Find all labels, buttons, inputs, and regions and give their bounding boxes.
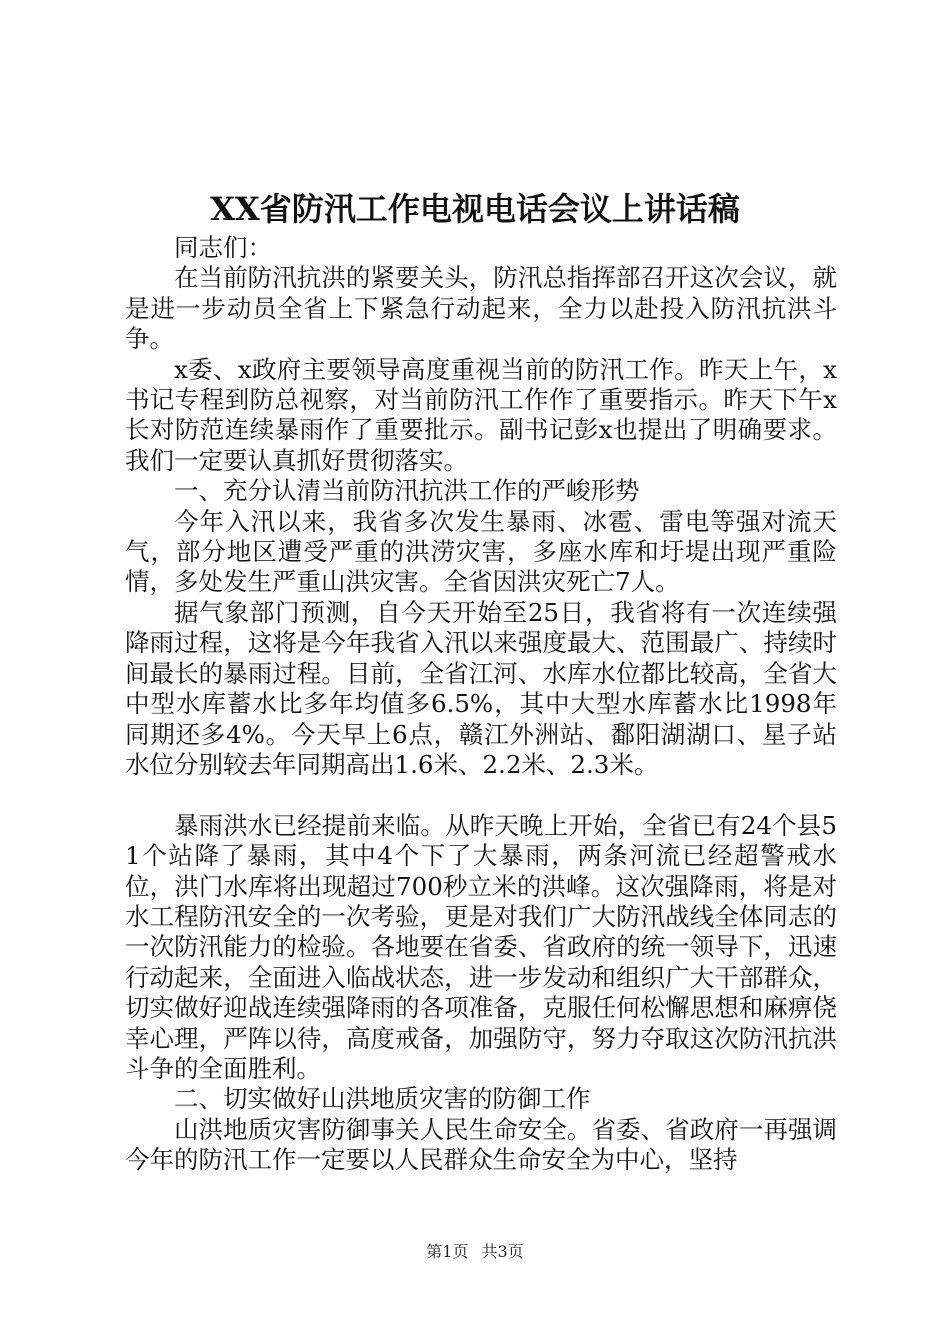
section-heading: 二、切实做好山洪地质灾害的防御工作 [174, 1084, 591, 1114]
paragraph: 在当前防汛抗洪的紧要关头，防汛总指挥部召开这次会议，就是进一步动员全省上下紧急行动起来，全力以赴投入防汛抗洪斗争。 [125, 263, 837, 354]
page-footer [0, 1242, 950, 1262]
page-number: 第1页 [426, 1242, 469, 1261]
paragraph: x委、x政府主要领导高度重视当前的防汛工作。昨天上午，x书记专程到防总视察，对当前防汛工作作了重要指示。昨天下午x长对防范连续暴雨作了重要批示。副书记彭x也提出了明确要求。我们一定要认真抓好贯彻落实。 [125, 354, 837, 475]
paragraph: 暴雨洪水已经提前来临。从昨天晚上开始，全省已有24个县51个站降了暴雨，其中4个下了大暴雨，两条河流已经超警戒水位，洪门水库将出现超过700秒立米的洪峰。这次强降雨，将是对水工程防汛安全的一次考验，更是对我们广大防汛战线全体同志的一次防汛能力的检验。各地要在省委、省政府的统一领导下，迅速行动起来，全面进入临战状态，进一步发动和组织广大干部群众，切实做好迎战连续强降雨的各项准备，克服任何松懈思想和麻痹侥幸心理，严阵以待，高度戒备，加强防守，努力夺取这次防汛抗洪斗争的全面胜利。 [125, 810, 837, 1083]
page-total: 共3页 [481, 1242, 524, 1261]
section-heading: 一、充分认清当前防汛抗洪工作的严峻形势 [174, 476, 640, 506]
paragraph: 今年入汛以来，我省多次发生暴雨、冰雹、雷电等强对流天气，部分地区遭受严重的洪涝灾害，多座水库和圩堤出现严重险情，多处发生严重山洪灾害。全省因洪灾死亡7人。 [125, 506, 837, 597]
paragraph: 山洪地质灾害防御事关人民生命安全。省委、省政府一再强调今年的防汛工作一定要以人民群众生命安全为中心，坚持 [125, 1114, 837, 1175]
salutation: 同志们： [174, 233, 272, 262]
paragraph: 据气象部门预测，自今天开始至25日，我省将有一次连续强降雨过程，这将是今年我省入汛以来强度最大、范围最广、持续时间最长的暴雨过程。目前，全省江河、水库水位都比较高，全省大中型水库蓄水比多年均值多6.5%，其中大型水库蓄水比1998年同期还多4%。今天早上6点，赣江外洲站、鄱阳湖湖口、星子站水位分别较去年同期高出1.6米、2.2米、2.3米。 [125, 597, 837, 779]
document-title: XX省防汛工作电视电话会议上讲话稿 [210, 190, 740, 228]
document-body [125, 233, 837, 1176]
